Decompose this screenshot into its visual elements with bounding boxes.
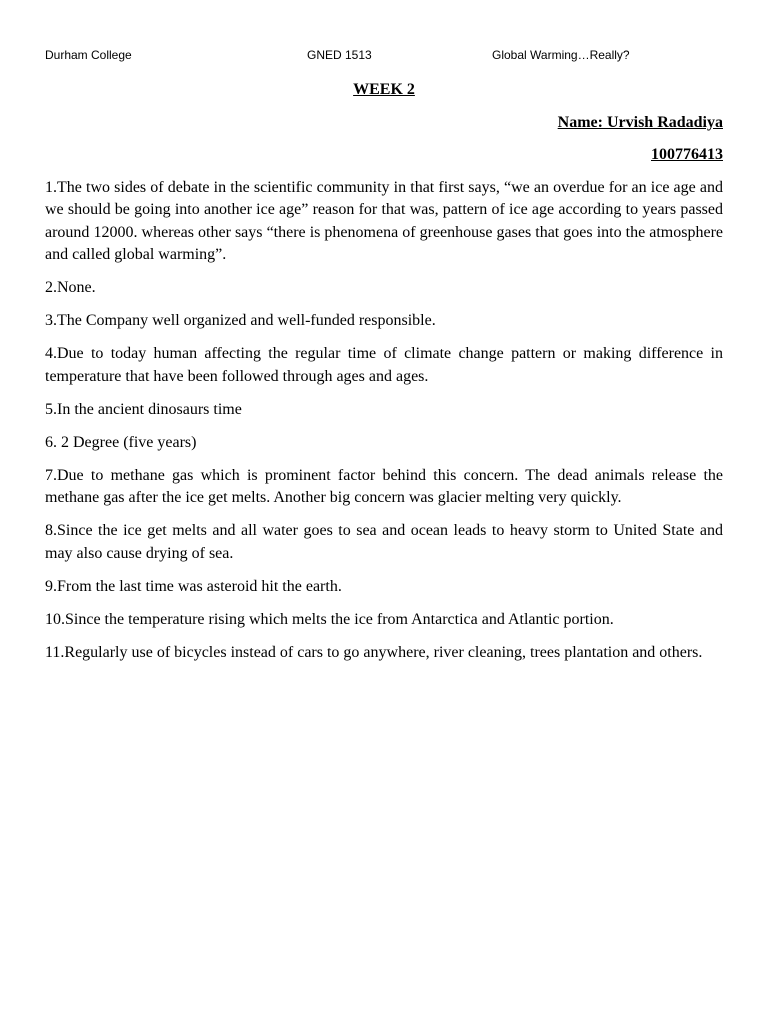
student-id: 100776413	[651, 146, 723, 163]
header-institution: Durham College	[45, 48, 132, 62]
week-heading: WEEK 2	[353, 81, 415, 98]
answer-3: 3.The Company well organized and well-funded responsible.	[45, 312, 436, 329]
document-body	[45, 79, 723, 675]
answer-1: 1.The two sides of debate in the scientific community in that first says, “we an overdue for an ice age and we should be going into another ice age” reason for that was, pattern of ice age according to years passed around 12000. whereas other says “there is phenomena of greenhouse gases that goes into the atmosphere and called global warming”.	[45, 178, 723, 263]
answer-11: 11.Regularly use of bicycles instead of cars to go anywhere, river cleaning, trees plantation and others.	[45, 643, 703, 661]
answer-6: 6. 2 Degree (five years)	[45, 433, 197, 451]
answer-10: 10.Since the temperature rising which melts the ice from Antarctica and Atlantic portion.	[45, 610, 614, 628]
answer-8: 8.Since the ice get melts and all water goes to sea and ocean leads to heavy storm to United State and may also cause drying of sea.	[45, 522, 723, 562]
page-header	[45, 46, 723, 64]
answer-4: 4.Due to today human affecting the regular time of climate change pattern or making difference in temperature that have been followed through ages and ages.	[45, 345, 723, 385]
answer-list	[45, 177, 723, 665]
answer-7: 7.Due to methane gas which is prominent factor behind this concern. The dead animals release the methane gas after the ice get melts. Another big concern was glacier melting very quickly.	[45, 466, 723, 506]
header-course-title: Global Warming…Really?	[492, 48, 630, 62]
answer-2: 2.None.	[45, 279, 96, 296]
student-name: Name: Urvish Radadiya	[557, 113, 723, 131]
answer-9: 9.From the last time was asteroid hit the earth.	[45, 577, 342, 595]
header-course-code: GNED 1513	[307, 48, 372, 62]
answer-5: 5.In the ancient dinosaurs time	[45, 400, 242, 418]
